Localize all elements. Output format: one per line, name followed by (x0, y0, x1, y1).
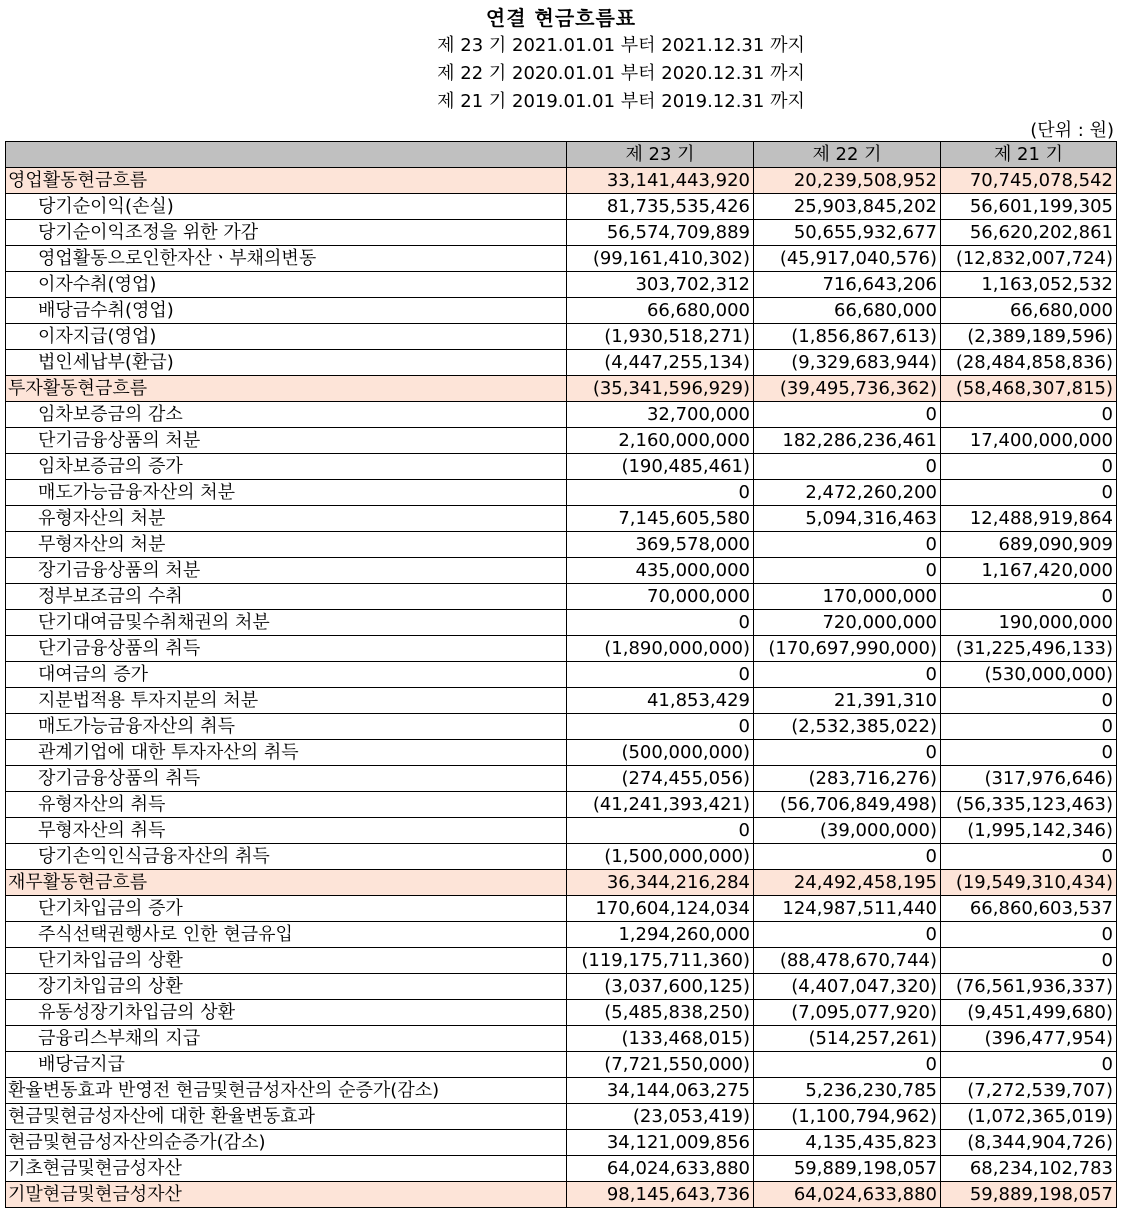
row-label: 배당금지급 (6, 1052, 567, 1078)
value-period-23: 56,574,709,889 (567, 220, 754, 246)
value-period-23: 64,024,633,880 (567, 1156, 754, 1182)
value-period-22: 50,655,932,677 (754, 220, 941, 246)
value-period-21: 17,400,000,000 (941, 428, 1117, 454)
statement-title: 연결 현금흐름표 (485, 6, 637, 30)
value-period-21: 56,601,199,305 (941, 194, 1117, 220)
value-period-21: (2,389,189,596) (941, 324, 1117, 350)
value-period-22: (514,257,261) (754, 1026, 941, 1052)
value-period-22: (1,100,794,962) (754, 1104, 941, 1130)
table-row (6, 1156, 1117, 1182)
value-period-21: 66,860,603,537 (941, 896, 1117, 922)
value-period-22: (45,917,040,576) (754, 246, 941, 272)
value-period-22: 0 (754, 558, 941, 584)
value-period-21: (58,468,307,815) (941, 376, 1117, 402)
row-label: 당기순이익(손실) (6, 194, 567, 220)
value-period-22: 716,643,206 (754, 272, 941, 298)
value-period-22: (39,000,000) (754, 818, 941, 844)
table-row (6, 454, 1117, 480)
value-period-21: 0 (941, 922, 1117, 948)
value-period-23: (5,485,838,250) (567, 1000, 754, 1026)
row-label: 장기차입금의 상환 (6, 974, 567, 1000)
value-period-23: 0 (567, 610, 754, 636)
value-period-23: 41,853,429 (567, 688, 754, 714)
value-period-23: 1,294,260,000 (567, 922, 754, 948)
value-period-21: (9,451,499,680) (941, 1000, 1117, 1026)
row-label: 임차보증금의 증가 (6, 454, 567, 480)
row-label: 유형자산의 취득 (6, 792, 567, 818)
value-period-23: 0 (567, 714, 754, 740)
value-period-21: 190,000,000 (941, 610, 1117, 636)
value-period-22: 66,680,000 (754, 298, 941, 324)
value-period-23: 0 (567, 818, 754, 844)
value-period-23: 70,000,000 (567, 584, 754, 610)
row-label: 장기금융상품의 취득 (6, 766, 567, 792)
value-period-22: 24,492,458,195 (754, 870, 941, 896)
value-period-23: (7,721,550,000) (567, 1052, 754, 1078)
table-row (6, 194, 1117, 220)
value-period-22: 0 (754, 844, 941, 870)
value-period-23: (119,175,711,360) (567, 948, 754, 974)
table-row (6, 922, 1117, 948)
row-label: 정부보조금의 수취 (6, 584, 567, 610)
unit-label: (단위 : 원) (1030, 120, 1114, 141)
row-label: 법인세납부(환급) (6, 350, 567, 376)
value-period-21: 0 (941, 480, 1117, 506)
value-period-21: 1,163,052,532 (941, 272, 1117, 298)
value-period-22: 0 (754, 740, 941, 766)
value-period-22: (283,716,276) (754, 766, 941, 792)
value-period-22: (1,856,867,613) (754, 324, 941, 350)
row-label: 재무활동현금흐름 (6, 870, 567, 896)
table-row (6, 324, 1117, 350)
table-row (6, 1052, 1117, 1078)
value-period-21: 0 (941, 714, 1117, 740)
period-23: 제 23 기 2021.01.01 부터 2021.12.31 까지 (437, 35, 805, 56)
value-period-22: 124,987,511,440 (754, 896, 941, 922)
table-header-row (6, 142, 1117, 168)
table-row (6, 298, 1117, 324)
value-period-22: 0 (754, 662, 941, 688)
column-header-22: 제 22 기 (754, 142, 941, 168)
table-row (6, 740, 1117, 766)
table-row (6, 1130, 1117, 1156)
row-label: 지분법적용 투자지분의 처분 (6, 688, 567, 714)
value-period-21: (28,484,858,836) (941, 350, 1117, 376)
value-period-22: 720,000,000 (754, 610, 941, 636)
table-row (6, 246, 1117, 272)
value-period-23: 33,141,443,920 (567, 168, 754, 194)
row-label: 무형자산의 처분 (6, 532, 567, 558)
table-row (6, 610, 1117, 636)
value-period-22: (88,478,670,744) (754, 948, 941, 974)
value-period-22: 0 (754, 922, 941, 948)
value-period-21: 1,167,420,000 (941, 558, 1117, 584)
value-period-22: 5,236,230,785 (754, 1078, 941, 1104)
row-label: 현금및현금성자산에 대한 환율변동효과 (6, 1104, 567, 1130)
value-period-21: 66,680,000 (941, 298, 1117, 324)
value-period-21: 70,745,078,542 (941, 168, 1117, 194)
section-row (6, 168, 1117, 194)
value-period-21: 0 (941, 584, 1117, 610)
row-label: 대여금의 증가 (6, 662, 567, 688)
row-label: 유동성장기차입금의 상환 (6, 1000, 567, 1026)
value-period-21: (8,344,904,726) (941, 1130, 1117, 1156)
value-period-22: 5,094,316,463 (754, 506, 941, 532)
value-period-22: (4,407,047,320) (754, 974, 941, 1000)
row-label: 단기대여금및수취채권의 처분 (6, 610, 567, 636)
value-period-21: 59,889,198,057 (941, 1182, 1117, 1208)
table-row (6, 662, 1117, 688)
table-row (6, 532, 1117, 558)
value-period-23: (3,037,600,125) (567, 974, 754, 1000)
table-row (6, 1026, 1117, 1052)
value-period-22: (2,532,385,022) (754, 714, 941, 740)
value-period-23: 81,735,535,426 (567, 194, 754, 220)
table-row (6, 220, 1117, 246)
value-period-21: (12,832,007,724) (941, 246, 1117, 272)
value-period-22: (170,697,990,000) (754, 636, 941, 662)
table-row (6, 1000, 1117, 1026)
value-period-23: (1,500,000,000) (567, 844, 754, 870)
value-period-23: 36,344,216,284 (567, 870, 754, 896)
value-period-23: (500,000,000) (567, 740, 754, 766)
value-period-23: (190,485,461) (567, 454, 754, 480)
table-row (6, 714, 1117, 740)
table-row (6, 896, 1117, 922)
row-label: 단기금융상품의 취득 (6, 636, 567, 662)
value-period-21: 0 (941, 1052, 1117, 1078)
value-period-22: (39,495,736,362) (754, 376, 941, 402)
value-period-21: (56,335,123,463) (941, 792, 1117, 818)
period-22: 제 22 기 2020.01.01 부터 2020.12.31 까지 (437, 63, 805, 84)
row-label: 무형자산의 취득 (6, 818, 567, 844)
table-row (6, 948, 1117, 974)
value-period-22: 0 (754, 454, 941, 480)
value-period-22: 170,000,000 (754, 584, 941, 610)
value-period-23: (35,341,596,929) (567, 376, 754, 402)
value-period-23: 435,000,000 (567, 558, 754, 584)
value-period-23: (1,890,000,000) (567, 636, 754, 662)
row-label: 투자활동현금흐름 (6, 376, 567, 402)
table-row (6, 1078, 1117, 1104)
row-label: 단기금융상품의 처분 (6, 428, 567, 454)
table-row (6, 350, 1117, 376)
value-period-21: (76,561,936,337) (941, 974, 1117, 1000)
row-label: 단기차입금의 상환 (6, 948, 567, 974)
value-period-23: 0 (567, 662, 754, 688)
value-period-22: (7,095,077,920) (754, 1000, 941, 1026)
column-header-21: 제 21 기 (941, 142, 1117, 168)
value-period-23: (99,161,410,302) (567, 246, 754, 272)
value-period-21: 0 (941, 740, 1117, 766)
value-period-21: (7,272,539,707) (941, 1078, 1117, 1104)
column-header-23: 제 23 기 (567, 142, 754, 168)
value-period-22: 64,024,633,880 (754, 1182, 941, 1208)
value-period-23: 369,578,000 (567, 532, 754, 558)
value-period-21: 0 (941, 948, 1117, 974)
table-row (6, 844, 1117, 870)
value-period-21: (530,000,000) (941, 662, 1117, 688)
value-period-23: 0 (567, 480, 754, 506)
table-row (6, 402, 1117, 428)
value-period-21: (31,225,496,133) (941, 636, 1117, 662)
value-period-22: 59,889,198,057 (754, 1156, 941, 1182)
value-period-23: (4,447,255,134) (567, 350, 754, 376)
row-label: 기초현금및현금성자산 (6, 1156, 567, 1182)
section-row (6, 376, 1117, 402)
section-row (6, 870, 1117, 896)
value-period-22: 21,391,310 (754, 688, 941, 714)
value-period-22: (9,329,683,944) (754, 350, 941, 376)
value-period-22: (56,706,849,498) (754, 792, 941, 818)
value-period-23: 66,680,000 (567, 298, 754, 324)
value-period-21: (1,995,142,346) (941, 818, 1117, 844)
value-period-23: 34,121,009,856 (567, 1130, 754, 1156)
value-period-23: 2,160,000,000 (567, 428, 754, 454)
row-label: 임차보증금의 감소 (6, 402, 567, 428)
table-row (6, 688, 1117, 714)
table-row (6, 584, 1117, 610)
table-row (6, 558, 1117, 584)
value-period-21: (1,072,365,019) (941, 1104, 1117, 1130)
value-period-23: (274,455,056) (567, 766, 754, 792)
table-row (6, 636, 1117, 662)
row-label: 주식선택권행사로 인한 현금유입 (6, 922, 567, 948)
value-period-23: (133,468,015) (567, 1026, 754, 1052)
table-row (6, 272, 1117, 298)
value-period-23: 170,604,124,034 (567, 896, 754, 922)
value-period-21: 689,090,909 (941, 532, 1117, 558)
value-period-21: 68,234,102,783 (941, 1156, 1117, 1182)
row-label: 영업활동으로인한자산ㆍ부채의변동 (6, 246, 567, 272)
value-period-21: (396,477,954) (941, 1026, 1117, 1052)
row-label: 매도가능금융자산의 취득 (6, 714, 567, 740)
value-period-22: 25,903,845,202 (754, 194, 941, 220)
row-label: 당기순이익조정을 위한 가감 (6, 220, 567, 246)
value-period-23: (23,053,419) (567, 1104, 754, 1130)
value-period-23: 303,702,312 (567, 272, 754, 298)
table-row (6, 480, 1117, 506)
row-label: 기말현금및현금성자산 (6, 1182, 567, 1208)
row-label: 배당금수취(영업) (6, 298, 567, 324)
value-period-22: 20,239,508,952 (754, 168, 941, 194)
row-label: 관계기업에 대한 투자자산의 취득 (6, 740, 567, 766)
value-period-21: 0 (941, 454, 1117, 480)
value-period-23: 34,144,063,275 (567, 1078, 754, 1104)
value-period-23: 7,145,605,580 (567, 506, 754, 532)
row-label: 금융리스부채의 지급 (6, 1026, 567, 1052)
row-label: 장기금융상품의 처분 (6, 558, 567, 584)
value-period-22: 0 (754, 532, 941, 558)
table-row (6, 428, 1117, 454)
value-period-22: 0 (754, 1052, 941, 1078)
row-label: 영업활동현금흐름 (6, 168, 567, 194)
row-label: 현금및현금성자산의순증가(감소) (6, 1130, 567, 1156)
value-period-23: 32,700,000 (567, 402, 754, 428)
value-period-21: 12,488,919,864 (941, 506, 1117, 532)
value-period-21: 0 (941, 402, 1117, 428)
value-period-21: 0 (941, 688, 1117, 714)
value-period-22: 2,472,260,200 (754, 480, 941, 506)
value-period-22: 4,135,435,823 (754, 1130, 941, 1156)
value-period-22: 0 (754, 402, 941, 428)
row-label: 환율변동효과 반영전 현금및현금성자산의 순증가(감소) (6, 1078, 567, 1104)
table-row (6, 818, 1117, 844)
table-row (6, 1104, 1117, 1130)
value-period-22: 182,286,236,461 (754, 428, 941, 454)
column-header-account (6, 142, 567, 168)
row-label: 당기손익인식금융자산의 취득 (6, 844, 567, 870)
table-row (6, 766, 1117, 792)
table-row (6, 792, 1117, 818)
cash-flow-table (5, 141, 1117, 1208)
table-row (6, 506, 1117, 532)
row-label: 매도가능금융자산의 처분 (6, 480, 567, 506)
value-period-23: (1,930,518,271) (567, 324, 754, 350)
value-period-21: (317,976,646) (941, 766, 1117, 792)
value-period-23: (41,241,393,421) (567, 792, 754, 818)
value-period-23: 98,145,643,736 (567, 1182, 754, 1208)
value-period-21: 0 (941, 844, 1117, 870)
table-row (6, 974, 1117, 1000)
period-21: 제 21 기 2019.01.01 부터 2019.12.31 까지 (437, 91, 805, 112)
row-label: 유형자산의 처분 (6, 506, 567, 532)
row-label: 이자수취(영업) (6, 272, 567, 298)
row-label: 이자지급(영업) (6, 324, 567, 350)
value-period-21: 56,620,202,861 (941, 220, 1117, 246)
row-label: 단기차입금의 증가 (6, 896, 567, 922)
value-period-21: (19,549,310,434) (941, 870, 1117, 896)
section-row (6, 1182, 1117, 1208)
